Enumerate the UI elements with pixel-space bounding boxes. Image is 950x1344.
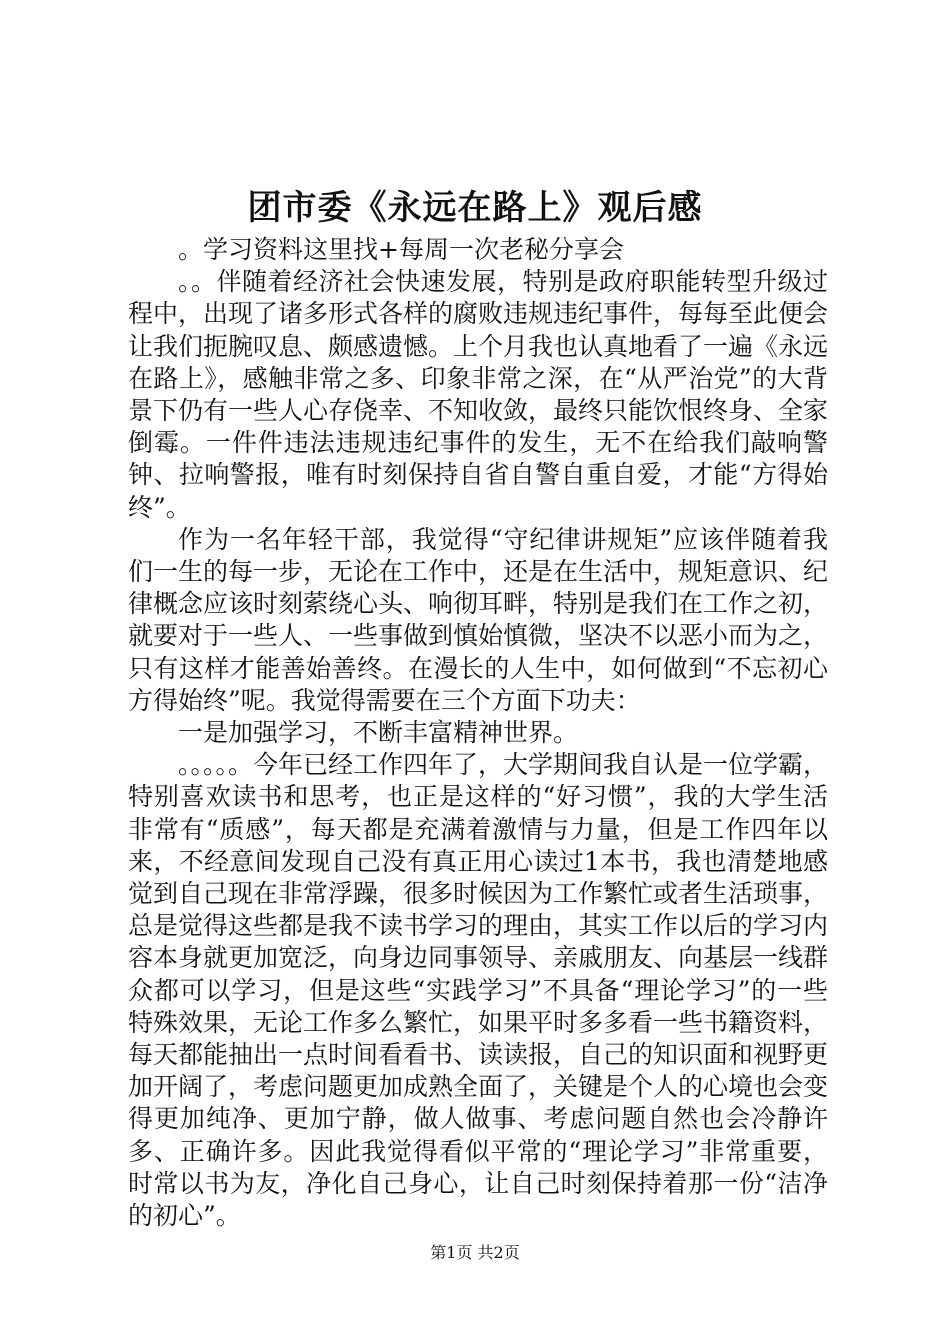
paragraph: 一是加强学习，不断丰富精神世界。 xyxy=(178,718,579,748)
paragraph: 。。。。。今年已经工作四年了，大学期间我自认是一位学霸，特别喜欢读书和思考，也正是这样的“好习惯”，我的大学生活非常有“质感”，每天都是充满着激情与力量，但是工作四年以来，不经意间发现自己没有真正用心读过1本书，我也清楚地感觉到自己现在非常浮躁，很多时候因为工作繁忙或者生活琐事，总是觉得这些都是我不读书学习的理由，其实工作以后的学习内容本身就更加宽泛，向身边同事领导、亲戚朋友、向基层一线群众都可以学习，但是这些“实践学习”不具备“理论学习”的一些特殊效果，无论工作多么繁忙，如果平时多多看一些书籍资料，每天都能抽出一点时间看看书、读读报，自己的知识面和视野更加开阔了，考虑问题更加成熟全面了，关键是个人的心境也会变得更加纯净、更加宁静，做人做事、考虑问题自然也会冷静许多、正确许多。因此我觉得看似平常的“理论学习”非常重要，时常以书为友，净化自己身心，让自己时刻保持着那一份“洁净的初心”。 xyxy=(128,750,829,1231)
paragraph: 。。伴随着经济社会快速发展，特别是政府职能转型升级过程中，出现了诸多形式各样的腐败违规违纪事件，每每至此便会让我们扼腕叹息、颇感遗憾。上个月我也认真地看了一遍《永远在路上》，感触非常之多、印象非常之深，在“从严治党”的大背景下仍有一些人心存侥幸、不知收敛，最终只能饮恨终身、全家倒霉。一件件违法违规违纪事件的发生，无不在给我们敲响警钟、拉响警报，唯有时刻保持自省自警自重自爱，才能“方得始终”。 xyxy=(128,267,829,522)
paragraph: 作为一名年轻干部，我觉得“守纪律讲规矩”应该伴随着我们一生的每一步，无论在工作中，还是在生活中，规矩意识、纪律概念应该时刻萦绕心头、响彻耳畔，特别是我们在工作之初，就要对于一些人、一些事做到慎始慎微，坚决不以恶小而为之，只有这样才能善始善终。在漫长的人生中，如何做到“不忘初心方得始终”呢。我觉得需要在三个方面下功夫： xyxy=(128,524,829,715)
paragraph: 。学习资料这里找+每周一次老秘分享会 xyxy=(178,235,624,264)
document-body xyxy=(128,234,828,1232)
page-footer: 第1页 共2页 xyxy=(430,1243,520,1262)
document-title: 团市委《永远在路上》观后感 xyxy=(247,188,703,228)
